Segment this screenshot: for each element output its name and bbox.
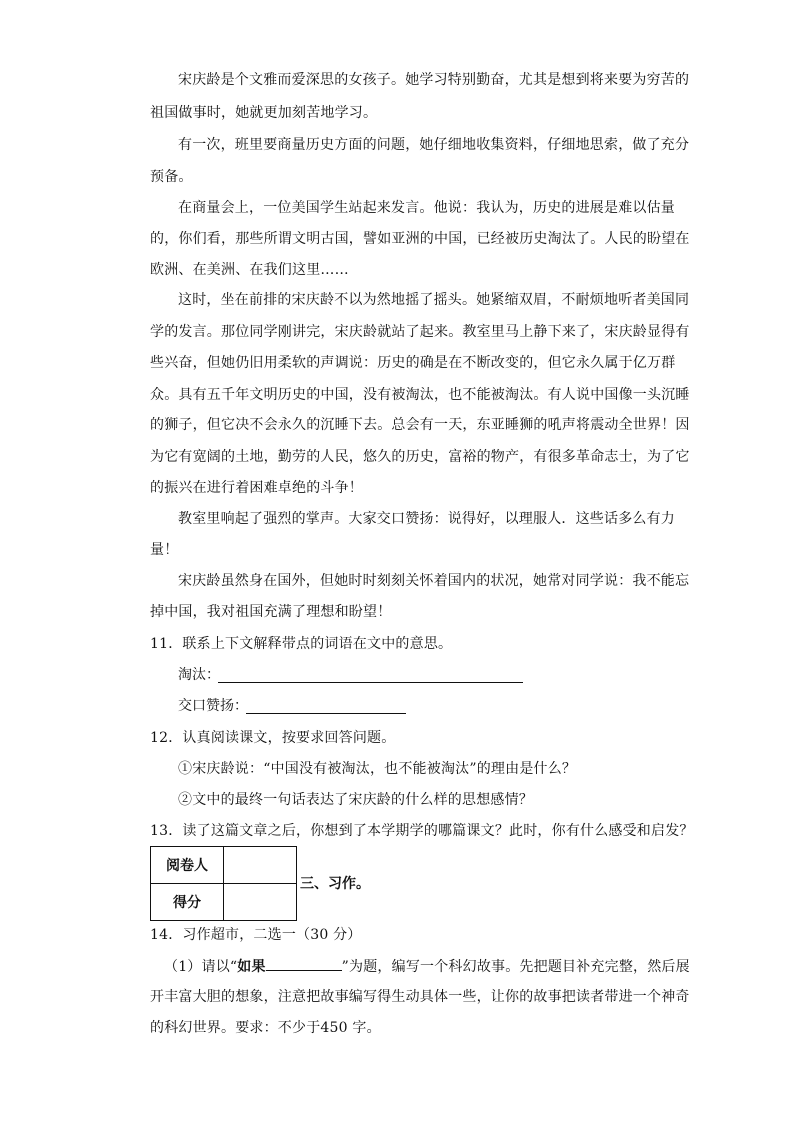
passage-line: 为它有宽阔的土地，勤劳的人民，悠久的历史，富裕的物产，有很多革命志士，为了它 [150,449,690,465]
score-cell[interactable] [224,884,297,921]
passage-line: 众。具有五千年文明历史的中国，没有被淘汰，也不能被淘汰。有人说中国像一头沉睡 [150,387,690,403]
passage-line: 有一次，班里要商量历史方面的问题，她仔细地收集资料，仔细地思索，做了充分 [178,137,690,153]
q14-title-blank[interactable] [266,956,342,971]
passage-line: 的振兴在进行着困难卓绝的斗争！ [150,480,363,496]
q11-answer-line-taotai[interactable] [218,682,523,683]
passage-line: 这时，坐在前排的宋庆龄不以为然地摇了摇头。她紧缩双眉，不耐烦地听者美国同 [178,292,690,308]
question-12-stem: 12．认真阅读课文，按要求回答问题。 [150,730,396,746]
passage-line: 教室里响起了强烈的掌声。大家交口赞扬：说得好，以理服人．这些话多么有力 [178,511,675,527]
passage-line: 量！ [150,542,179,558]
q11-term-jiaokou-label: 交口赞扬： [178,698,248,714]
q14-part1-suffix: ”为题，编写一个科幻故事。先把题目补充完整，然后展 [341,959,690,975]
passage-line: 欧洲、在美洲、在我们这里…… [150,262,349,278]
question-11-stem: 11．联系上下文解释带点的词语在文中的意思。 [150,636,453,652]
question-12-sub2: ②文中的最终一句话表达了宋庆龄的什么样的思想感情？ [178,792,533,808]
question-14-part1-line1 [164,956,690,977]
passage-line: 祖国做事时，她就更加刻苦地学习。 [150,105,378,121]
score-label: 得分 [151,884,224,921]
section-title: 三、习作。 [300,876,370,892]
passage-line: 些兴奋，但她仍旧用柔软的声调说：历史的确是在不断改变的，但它永久属于亿万群 [150,355,676,371]
question-14-part1-line3: 的科幻世界。要求：不少于450 字。 [150,1020,381,1036]
passage-line: 宋庆龄虽然身在国外，但她时时刻刻关怀着国内的状况，她常对同学说：我不能忘 [178,573,690,589]
passage-line: 预备。 [150,169,193,185]
passage-line: 学的发言。那位同学刚讲完，宋庆龄就站了起来。教室里马上静下来了，宋庆龄显得有 [150,324,690,340]
score-table [150,846,297,921]
passage-line: 掉中国，我对祖国充满了理想和盼望！ [150,604,392,620]
passage-line: 的狮子，但它决不会永久的沉睡下去。总会有一天，东亚睡狮的吼声将震动全世界！因 [150,417,690,433]
reviewer-cell[interactable] [224,847,297,884]
passage-line: 宋庆龄是个文雅而爱深思的女孩子。她学习特别勤奋，尤其是想到将来要为穷苦的 [178,72,690,88]
question-13-stem: 13．读了这篇文章之后，你想到了本学期学的哪篇课文？此时，你有什么感受和启发？ [150,823,694,839]
passage-line: 在商量会上，一位美国学生站起来发言。他说：我认为，历史的进展是难以估量 [178,200,675,216]
question-14-stem: 14．习作超市，二选一（30 分） [150,927,362,943]
reviewer-label: 阅卷人 [151,847,224,884]
question-12-sub1: ①宋庆龄说：“中国没有被淘汰，也不能被淘汰”的理由是什么？ [178,761,577,777]
q14-title-keyword: 如果 [237,959,266,975]
q11-term-taotai-label: 淘汰： [178,667,220,683]
q14-part1-prefix: （1）请以“ [164,959,238,975]
passage-line: 的，你们看，那些所谓文明古国，譬如亚洲的中国，已经被历史淘汰了。人民的盼望在 [150,231,690,247]
q11-answer-line-jiaokou[interactable] [246,713,406,714]
question-14-part1-line2: 开丰富大胆的想象，注意把故事编写得生动具体一些，让你的故事把读者带进一个神奇 [150,989,690,1005]
